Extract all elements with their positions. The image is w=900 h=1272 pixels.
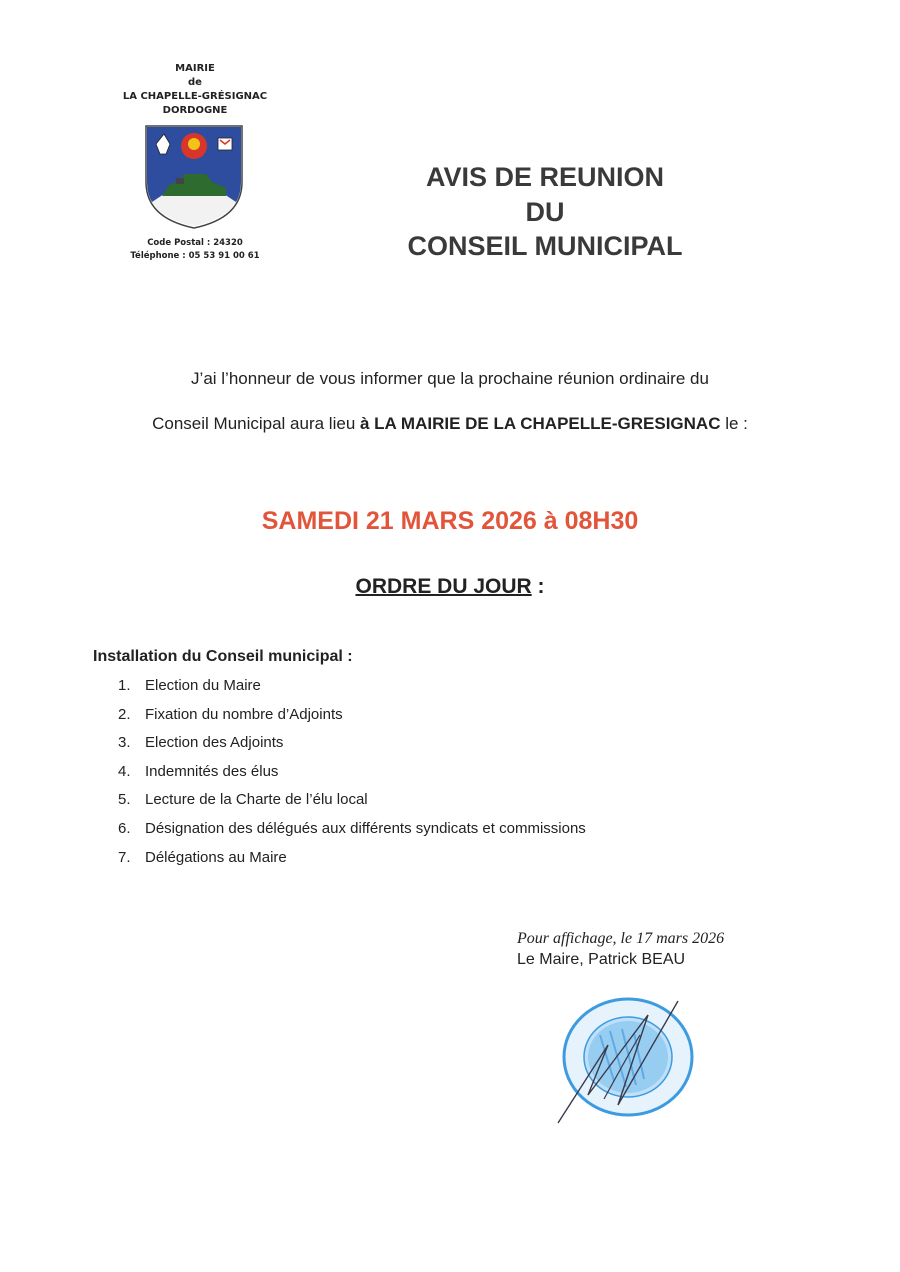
agenda-item-number: 1. — [118, 677, 131, 694]
agenda-item-text: Délégations au Maire — [145, 849, 287, 866]
mairie-line-1: MAIRIE — [175, 63, 215, 74]
agenda-item — [118, 820, 586, 842]
agenda-item-number: 5. — [118, 791, 131, 808]
coat-of-arms-icon — [140, 122, 248, 230]
agenda-item-number: 4. — [118, 763, 131, 780]
intro-line-2-end: le : — [720, 414, 748, 433]
agenda-item — [118, 677, 261, 699]
official-stamp-icon — [548, 995, 698, 1135]
intro-line-1: J’ai l’honneur de vous informer que la prochaine réunion ordinaire du — [191, 369, 709, 388]
agenda-item-text: Fixation du nombre d’Adjoints — [145, 706, 343, 723]
agenda-item-number: 2. — [118, 706, 131, 723]
agenda-item-text: Désignation des délégués aux différents syndicats et commissions — [145, 820, 586, 837]
agenda-section-title: Installation du Conseil municipal : — [93, 648, 353, 665]
intro-line-2 — [60, 414, 840, 434]
telephone: Téléphone : 05 53 91 00 61 — [130, 251, 260, 261]
agenda-item — [118, 763, 278, 785]
agenda-heading — [60, 575, 840, 599]
agenda-heading-suffix: : — [531, 575, 545, 598]
agenda-item — [118, 734, 283, 756]
agenda-heading-text: ORDRE DU JOUR — [355, 575, 532, 598]
title-line-3: CONSEIL MUNICIPAL — [407, 231, 683, 261]
mairie-header — [100, 62, 290, 118]
mairie-line-3: LA CHAPELLE-GRÉSIGNAC — [122, 91, 268, 102]
signer-name: Le Maire, Patrick BEAU — [517, 951, 686, 968]
mairie-line-4: DORDOGNE — [162, 105, 228, 116]
agenda-item — [118, 706, 343, 728]
agenda-item-number: 6. — [118, 820, 131, 837]
agenda-item — [118, 849, 287, 871]
posting-date: Pour affichage, le 17 mars 2026 — [517, 930, 725, 947]
title-line-1: AVIS DE REUNION — [425, 162, 665, 192]
agenda-item — [118, 791, 368, 813]
agenda-item-text: Election des Adjoints — [145, 734, 284, 751]
title-line-2: DU — [525, 197, 565, 227]
agenda-item-number: 7. — [118, 849, 131, 866]
agenda-item-text: Election du Maire — [145, 677, 261, 694]
meeting-date: SAMEDI 21 MARS 2026 à 08H30 — [261, 507, 639, 535]
mairie-line-2: de — [188, 77, 202, 88]
code-postal: Code Postal : 24320 — [147, 238, 243, 248]
intro-line-2-location: à LA MAIRIE DE LA CHAPELLE-GRESIGNAC — [360, 414, 721, 433]
agenda-item-text: Lecture de la Charte de l’élu local — [145, 791, 368, 808]
agenda-item-number: 3. — [118, 734, 131, 751]
agenda-item-text: Indemnités des élus — [145, 763, 279, 780]
intro-line-2-start: Conseil Municipal aura lieu — [152, 414, 360, 433]
